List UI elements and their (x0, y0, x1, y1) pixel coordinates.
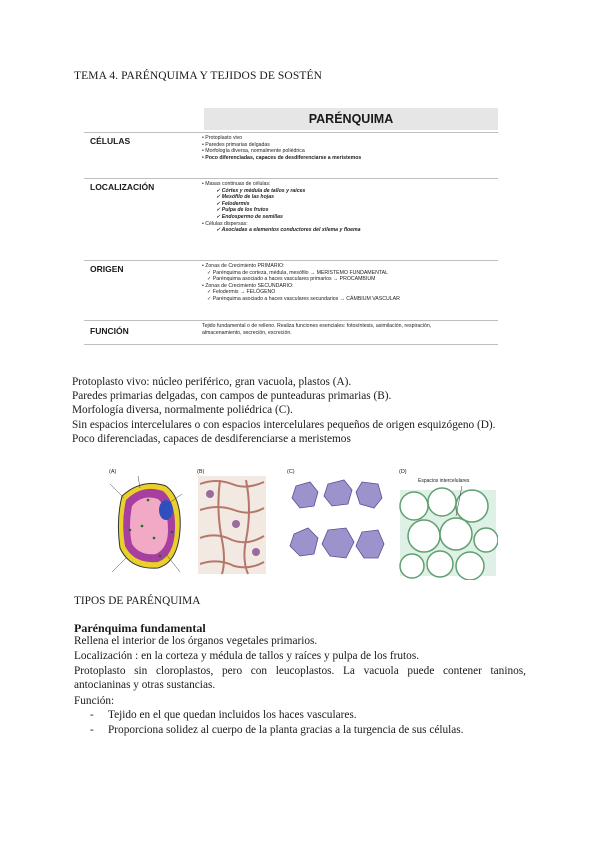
table-row-label: LOCALIZACIÓN (90, 182, 155, 192)
figure-b-label: (B) (197, 469, 205, 475)
table-cell-line: • Paredes primarias delgadas (202, 141, 270, 148)
table-row-label: CÉLULAS (90, 136, 131, 146)
table-row-content (202, 181, 492, 234)
figure-d-label: (D) (399, 469, 407, 475)
table-cell-line: • Zonas de Crecimiento SECUNDARIO: (202, 282, 294, 289)
table-cell-line: • Zonas de Crecimiento PRIMARIO: (202, 263, 285, 269)
function-list (74, 708, 464, 738)
table-cell-line: • Protoplasto vivo (202, 135, 243, 141)
table-row-content (202, 263, 492, 303)
properties-list (72, 375, 495, 446)
table-cell-line: almacenamiento, secreción, excreción. (202, 329, 292, 336)
property-line: Poco diferenciadas, capaces de desdiferenciarse a meristemos (72, 432, 351, 445)
table-row-divider (84, 320, 498, 321)
fundamental-line-1: Rellena el interior de los órganos vegetales primarios. (74, 635, 318, 647)
figure-d-annotation: Espacios intercelulares (418, 478, 470, 484)
property-line: Protoplasto vivo: núcleo periférico, gran vacuola, plastos (A). (72, 376, 352, 388)
micrograph-figures (108, 470, 498, 580)
table-cell-line: • Masas continuas de células: (202, 181, 271, 187)
list-item: - Proporciona solidez al cuerpo de la planta gracias a la turgencia de sus células. (74, 723, 464, 738)
page-header: TEMA 4. PARÉNQUIMA Y TEJIDOS DE SOSTÉN (74, 70, 322, 82)
table-cell-line: ✓ Asociadas a elementos conductores del xilema y floema (216, 227, 361, 234)
parenchyma-summary-table (84, 108, 498, 348)
table-cell-line: ✓ Córtex y médula de tallos y raíces (216, 187, 306, 194)
property-line: Paredes primarias delgadas, con campos de punteaduras primarias (B). (72, 390, 392, 403)
fundamental-line-4: Función: (74, 695, 115, 707)
table-row-content (202, 323, 492, 336)
fundamental-line-3: Protoplasto sin cloroplastos, pero con leucoplastos. La vacuola puede contener taninos, antocianinas y otras sustancias. (74, 665, 526, 692)
property-line: Sin espacios intercelulares o con espacios intercelulares pequeños de origen esquizógeno (D). (72, 418, 496, 431)
property-line: Morfología diversa, normalmente poliédrica (C). (72, 404, 293, 417)
table-cell-line: ✓ Parénquima asociado a haces vasculares secundarios → CÁMBIUM VASCULAR (207, 295, 400, 302)
figure-a-label: (A) (109, 469, 117, 475)
figure-a-cell-diagram (108, 470, 186, 580)
table-bottom-border (84, 344, 498, 345)
table-cell-line: ✓ Felodermis (216, 200, 250, 207)
table-title: PARÉNQUIMA (204, 108, 498, 130)
table-cell-line: • Poco diferenciadas, capaces de desdiferenciarse a meristemos (202, 154, 362, 161)
figure-c-label: (C) (287, 469, 295, 475)
table-cell-line: ✓ Mesófilo de las hojas (216, 194, 274, 201)
fundamental-line-2: Localización : en la corteza y médula de tallos y raíces y pulpa de los frutos. (74, 650, 420, 662)
table-row-content (202, 135, 492, 161)
figure-b-micrograph (196, 470, 268, 580)
table-row-divider (84, 260, 498, 261)
figure-c-polyhedral-cells (286, 470, 386, 580)
table-cell-line: ✓ Parénquima asociado a haces vasculares primarios → PROCAMBIUM (207, 276, 376, 283)
table-cell-line: Tejido fundamental o de relleno. Realiza funciones esenciales: fotosíntesis, asimilación, respiración, (202, 323, 432, 329)
subsection-title: Parénquima fundamental (74, 621, 206, 635)
table-cell-line: ✓ Endospermo de semillas (216, 213, 283, 220)
table-row-divider (84, 178, 498, 179)
table-cell-line: ✓ Parénquima de corteza, médula, mesófilo → MERISTEMO FUNDAMENTAL (207, 269, 388, 276)
table-row-label: FUNCIÓN (90, 326, 129, 336)
list-item: - Tejido en el que quedan incluidos los haces vasculares. (74, 708, 464, 723)
table-row-divider (84, 132, 498, 133)
table-cell-line: ✓ Felodermis → FELÓGENO (207, 289, 276, 296)
figure-d-intercellular-spaces (398, 470, 498, 580)
table-cell-line: • Morfología diversa, normalmente poliédrica (202, 148, 305, 155)
table-cell-line: • Células dispersas: (202, 220, 248, 227)
table-cell-line: ✓ Pulpa de los frutos (216, 207, 269, 214)
table-row-label: ORIGEN (90, 264, 124, 274)
section-title: TIPOS DE PARÉNQUIMA (74, 595, 201, 607)
